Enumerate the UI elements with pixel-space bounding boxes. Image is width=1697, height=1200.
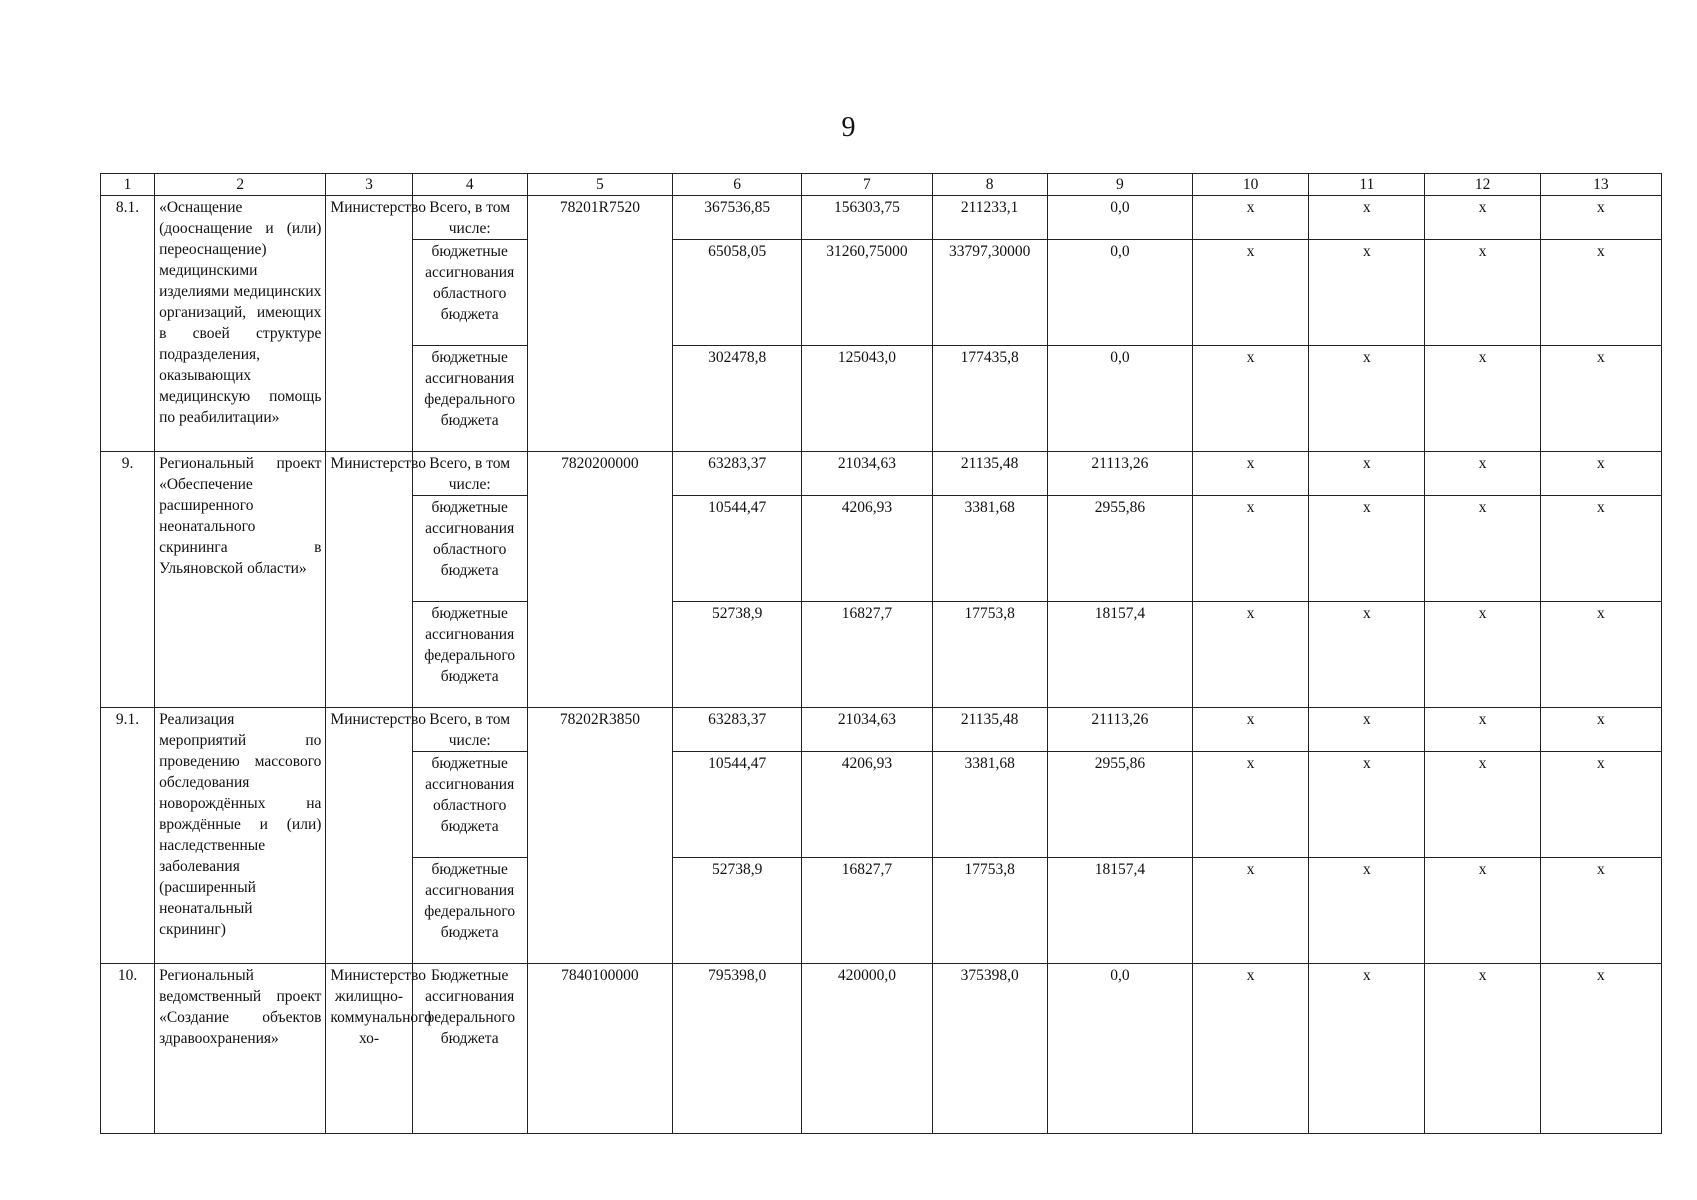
mark-col12: x xyxy=(1425,708,1540,752)
amount-col8: 33797,30000 xyxy=(932,240,1047,346)
amount-col7: 16827,7 xyxy=(802,602,932,708)
amount-col9: 0,0 xyxy=(1047,964,1192,1134)
mark-col12: x xyxy=(1425,240,1540,346)
funding-source: бюджетные ассигнования федерального бюджета xyxy=(412,346,527,452)
amount-col9: 18157,4 xyxy=(1047,858,1192,964)
mark-col11: x xyxy=(1309,452,1425,496)
amount-col8: 375398,0 xyxy=(932,964,1047,1134)
mark-col12: x xyxy=(1425,496,1540,602)
amount-col7: 21034,63 xyxy=(802,708,932,752)
budget-code: 78201R7520 xyxy=(527,196,672,452)
mark-col10: x xyxy=(1193,964,1309,1134)
header-cell: 7 xyxy=(802,174,932,196)
mark-col11: x xyxy=(1309,240,1425,346)
item-name: Региональный проект «Обеспечение расширенного неонатального скрининга в Ульяновской области» xyxy=(155,452,326,708)
mark-col12: x xyxy=(1425,452,1540,496)
amount-col6: 10544,47 xyxy=(673,752,802,858)
item-number: 8.1. xyxy=(101,196,155,452)
mark-col10: x xyxy=(1193,602,1309,708)
item-number: 10. xyxy=(101,964,155,1134)
mark-col12: x xyxy=(1425,858,1540,964)
amount-col8: 21135,48 xyxy=(932,452,1047,496)
table-row xyxy=(101,708,1662,752)
executor: Министерство xyxy=(326,196,412,452)
item-number: 9. xyxy=(101,452,155,708)
funding-source: бюджетные ассигнования областного бюджета xyxy=(412,240,527,346)
mark-col13: x xyxy=(1540,452,1661,496)
mark-col11: x xyxy=(1309,858,1425,964)
amount-col6: 63283,37 xyxy=(673,708,802,752)
mark-col13: x xyxy=(1540,858,1661,964)
item-name: Реализация мероприятий по проведению массового обследования новорождённых на врождённые и (или) наследственные заболевания (расширенный неонатальный скрининг) xyxy=(155,708,326,964)
amount-col9: 21113,26 xyxy=(1047,452,1192,496)
header-cell: 1 xyxy=(101,174,155,196)
mark-col13: x xyxy=(1540,196,1661,240)
budget-table xyxy=(100,173,1662,1134)
mark-col12: x xyxy=(1425,964,1540,1134)
amount-col8: 21135,48 xyxy=(932,708,1047,752)
mark-col10: x xyxy=(1193,708,1309,752)
header-cell: 8 xyxy=(932,174,1047,196)
amount-col7: 125043,0 xyxy=(802,346,932,452)
funding-source: Бюджетные ассигнования федерального бюджета xyxy=(412,964,527,1134)
amount-col9: 18157,4 xyxy=(1047,602,1192,708)
mark-col13: x xyxy=(1540,240,1661,346)
mark-col11: x xyxy=(1309,196,1425,240)
amount-col6: 52738,9 xyxy=(673,602,802,708)
executor: Министерство xyxy=(326,708,412,964)
amount-col9: 0,0 xyxy=(1047,240,1192,346)
funding-source: бюджетные ассигнования областного бюджета xyxy=(412,496,527,602)
amount-col8: 17753,8 xyxy=(932,858,1047,964)
mark-col12: x xyxy=(1425,196,1540,240)
amount-col7: 31260,75000 xyxy=(802,240,932,346)
amount-col7: 21034,63 xyxy=(802,452,932,496)
header-cell: 5 xyxy=(527,174,672,196)
amount-col8: 3381,68 xyxy=(932,496,1047,602)
budget-code: 78202R3850 xyxy=(527,708,672,964)
mark-col12: x xyxy=(1425,602,1540,708)
table-row xyxy=(101,196,1662,240)
header-cell: 4 xyxy=(412,174,527,196)
header-cell: 9 xyxy=(1047,174,1192,196)
mark-col11: x xyxy=(1309,496,1425,602)
funding-source: Всего, в том числе: xyxy=(412,452,527,496)
table-row xyxy=(101,964,1662,1134)
mark-col13: x xyxy=(1540,964,1661,1134)
mark-col11: x xyxy=(1309,964,1425,1134)
funding-source: бюджетные ассигнования федерального бюджета xyxy=(412,602,527,708)
mark-col13: x xyxy=(1540,602,1661,708)
table-row xyxy=(101,452,1662,496)
mark-col11: x xyxy=(1309,708,1425,752)
header-cell: 10 xyxy=(1193,174,1309,196)
item-name: Региональный ведомственный проект «Создание объектов здравоохранения» xyxy=(155,964,326,1134)
funding-source: бюджетные ассигнования областного бюджета xyxy=(412,752,527,858)
amount-col8: 17753,8 xyxy=(932,602,1047,708)
header-cell: 11 xyxy=(1309,174,1425,196)
mark-col11: x xyxy=(1309,602,1425,708)
mark-col13: x xyxy=(1540,708,1661,752)
header-cell: 2 xyxy=(155,174,326,196)
amount-col6: 795398,0 xyxy=(673,964,802,1134)
header-cell: 12 xyxy=(1425,174,1540,196)
funding-source: Всего, в том числе: xyxy=(412,196,527,240)
amount-col9: 2955,86 xyxy=(1047,752,1192,858)
header-cell: 6 xyxy=(673,174,802,196)
amount-col8: 3381,68 xyxy=(932,752,1047,858)
executor: Министерство xyxy=(326,452,412,708)
amount-col9: 0,0 xyxy=(1047,346,1192,452)
mark-col11: x xyxy=(1309,346,1425,452)
amount-col6: 10544,47 xyxy=(673,496,802,602)
funding-source: бюджетные ассигнования федерального бюджета xyxy=(412,858,527,964)
mark-col10: x xyxy=(1193,346,1309,452)
header-cell: 3 xyxy=(326,174,412,196)
page-number: 9 xyxy=(841,112,856,143)
budget-code: 7840100000 xyxy=(527,964,672,1134)
mark-col10: x xyxy=(1193,752,1309,858)
amount-col6: 367536,85 xyxy=(673,196,802,240)
mark-col10: x xyxy=(1193,452,1309,496)
mark-col13: x xyxy=(1540,496,1661,602)
mark-col11: x xyxy=(1309,752,1425,858)
mark-col13: x xyxy=(1540,752,1661,858)
amount-col6: 52738,9 xyxy=(673,858,802,964)
amount-col8: 211233,1 xyxy=(932,196,1047,240)
mark-col10: x xyxy=(1193,196,1309,240)
funding-source: Всего, в том числе: xyxy=(412,708,527,752)
amount-col6: 63283,37 xyxy=(673,452,802,496)
amount-col6: 302478,8 xyxy=(673,346,802,452)
header-row xyxy=(101,174,1662,196)
executor: Министерство жилищно-коммунального хо- xyxy=(326,964,412,1134)
mark-col10: x xyxy=(1193,858,1309,964)
amount-col7: 4206,93 xyxy=(802,752,932,858)
amount-col7: 4206,93 xyxy=(802,496,932,602)
mark-col12: x xyxy=(1425,752,1540,858)
mark-col10: x xyxy=(1193,496,1309,602)
mark-col13: x xyxy=(1540,346,1661,452)
budget-code: 7820200000 xyxy=(527,452,672,708)
amount-col9: 21113,26 xyxy=(1047,708,1192,752)
amount-col7: 420000,0 xyxy=(802,964,932,1134)
item-name: «Оснащение (дооснащение и (или) переоснащение) медицинскими изделиями медицинских организаций, имеющих в своей структуре подразделения, оказывающих медицинскую помощь по реабилитации» xyxy=(155,196,326,452)
header-cell: 13 xyxy=(1540,174,1661,196)
amount-col7: 16827,7 xyxy=(802,858,932,964)
amount-col9: 0,0 xyxy=(1047,196,1192,240)
mark-col12: x xyxy=(1425,346,1540,452)
amount-col9: 2955,86 xyxy=(1047,496,1192,602)
amount-col8: 177435,8 xyxy=(932,346,1047,452)
amount-col7: 156303,75 xyxy=(802,196,932,240)
amount-col6: 65058,05 xyxy=(673,240,802,346)
mark-col10: x xyxy=(1193,240,1309,346)
item-number: 9.1. xyxy=(101,708,155,964)
